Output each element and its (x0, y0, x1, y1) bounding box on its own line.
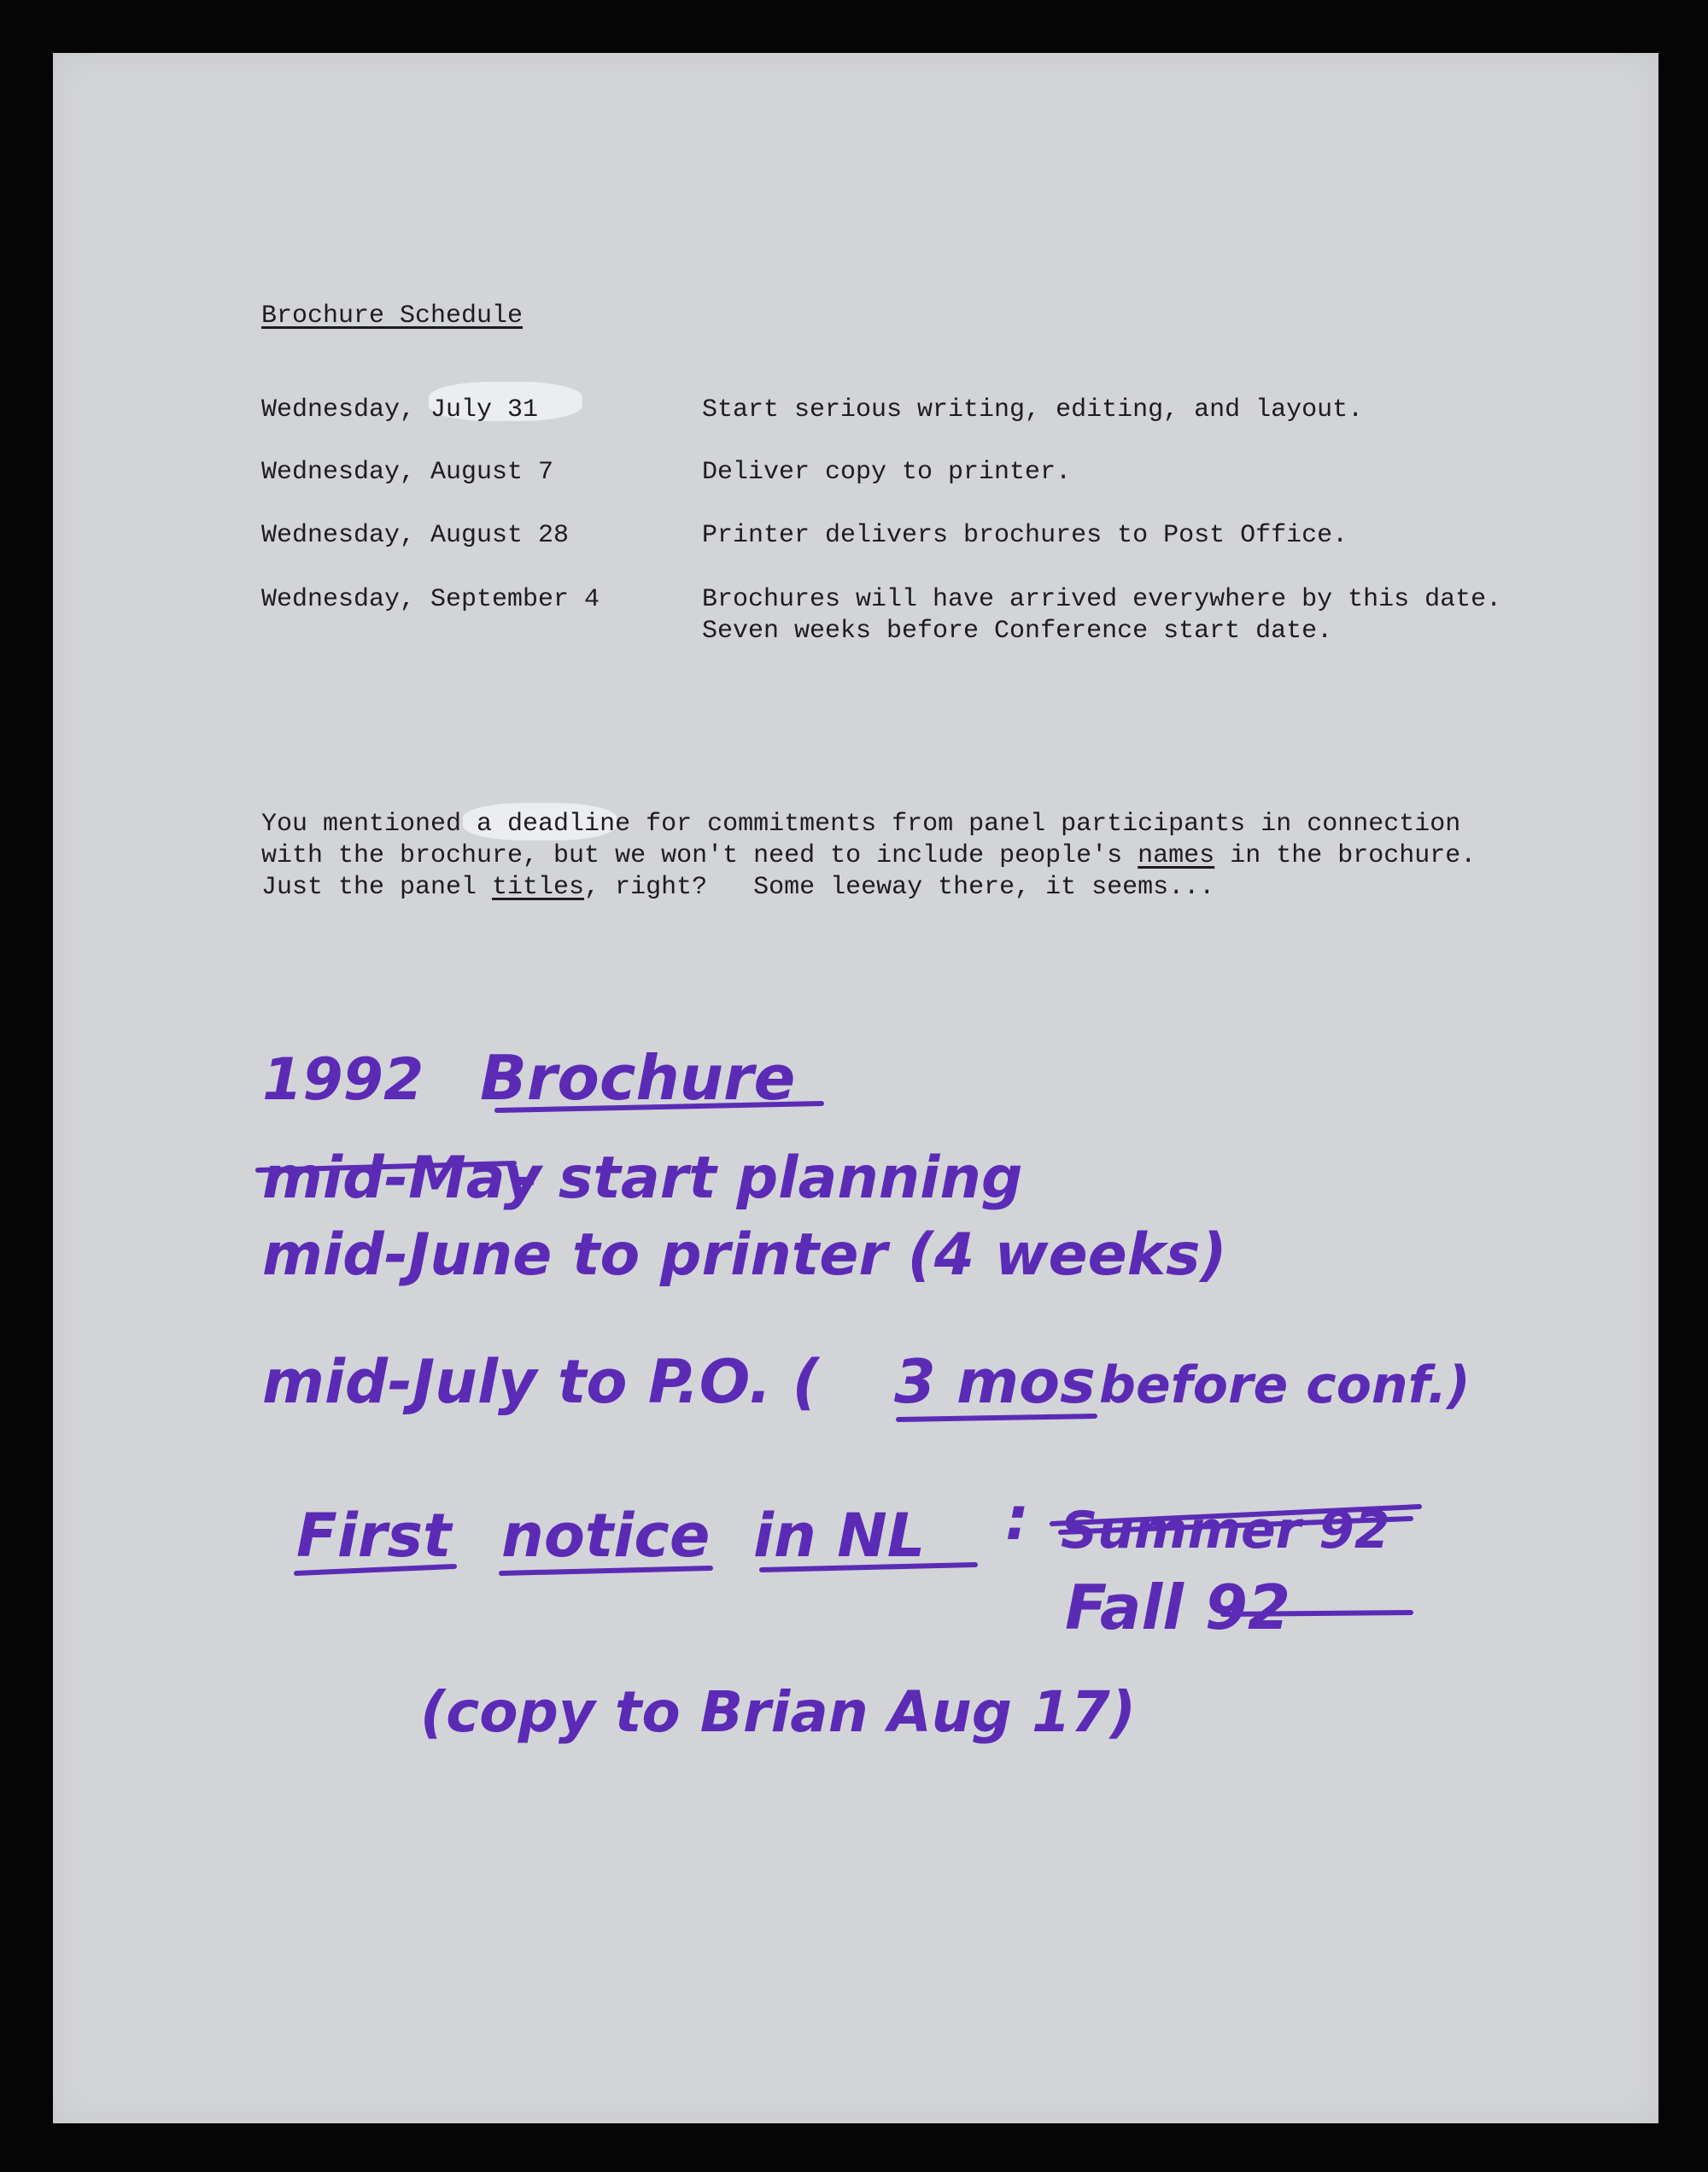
phrase-underline (898, 1416, 1095, 1420)
schedule-description-continued: Seven weeks before Conference start date. (702, 617, 1333, 646)
paragraph-line-text: , right? Some leeway there, it seems... (584, 873, 1215, 902)
paragraph-line-text: with the brochure, but we won't need to include people's (261, 841, 1138, 870)
schedule-description: Brochures will have arrived everywhere by this date. (702, 585, 1502, 614)
handwritten-line: before conf.) (1099, 1355, 1471, 1415)
schedule-description: Printer delivers brochures to Post Office. (702, 521, 1348, 550)
schedule-date: Wednesday, September 4 (261, 585, 600, 614)
schedule-date: Wednesday, July 31 (261, 395, 539, 424)
schedule-date: Wednesday, August 28 (261, 521, 570, 550)
underlined-handwritten-phrase: 3 mos (894, 1347, 1096, 1417)
struck-handwritten-text: Summer 92 (1061, 1501, 1390, 1560)
handwritten-line: mid-July to P.O. ( (262, 1347, 820, 1417)
handwritten-line: mid-June to printer (4 weeks) (262, 1221, 1227, 1289)
handwritten-word: First (296, 1501, 452, 1571)
handwritten-line: mid-May (262, 1145, 541, 1212)
paragraph-line-text: in the brochure. (1214, 841, 1477, 870)
handwritten-line: Fall 92 (1065, 1572, 1291, 1643)
document-page (53, 53, 1658, 2123)
handwritten-line: - start planning (514, 1145, 1023, 1212)
paragraph-line-text: Just the panel (261, 873, 493, 902)
handwritten-line: (copy to Brian Aug 17) (420, 1679, 1137, 1745)
document-title: Brochure Schedule (261, 302, 524, 331)
handwritten-heading: Brochure (480, 1042, 796, 1114)
handwritten-colon: : (1005, 1484, 1029, 1554)
word-underline (1223, 1613, 1411, 1614)
underlined-word: titles (492, 873, 585, 902)
schedule-date: Wednesday, August 7 (261, 458, 554, 487)
handwritten-word: in NL (753, 1501, 926, 1571)
handwritten-word: notice (501, 1501, 711, 1571)
paragraph-line: You mentioned a deadline for commitments from panel participants in connection (261, 810, 1461, 839)
underlined-word: names (1138, 841, 1215, 870)
handwritten-year: 1992 (262, 1046, 424, 1114)
schedule-description: Start serious writing, editing, and layout. (702, 395, 1364, 424)
schedule-description: Deliver copy to printer. (702, 458, 1072, 487)
handwritten-annotations (53, 53, 1658, 2123)
